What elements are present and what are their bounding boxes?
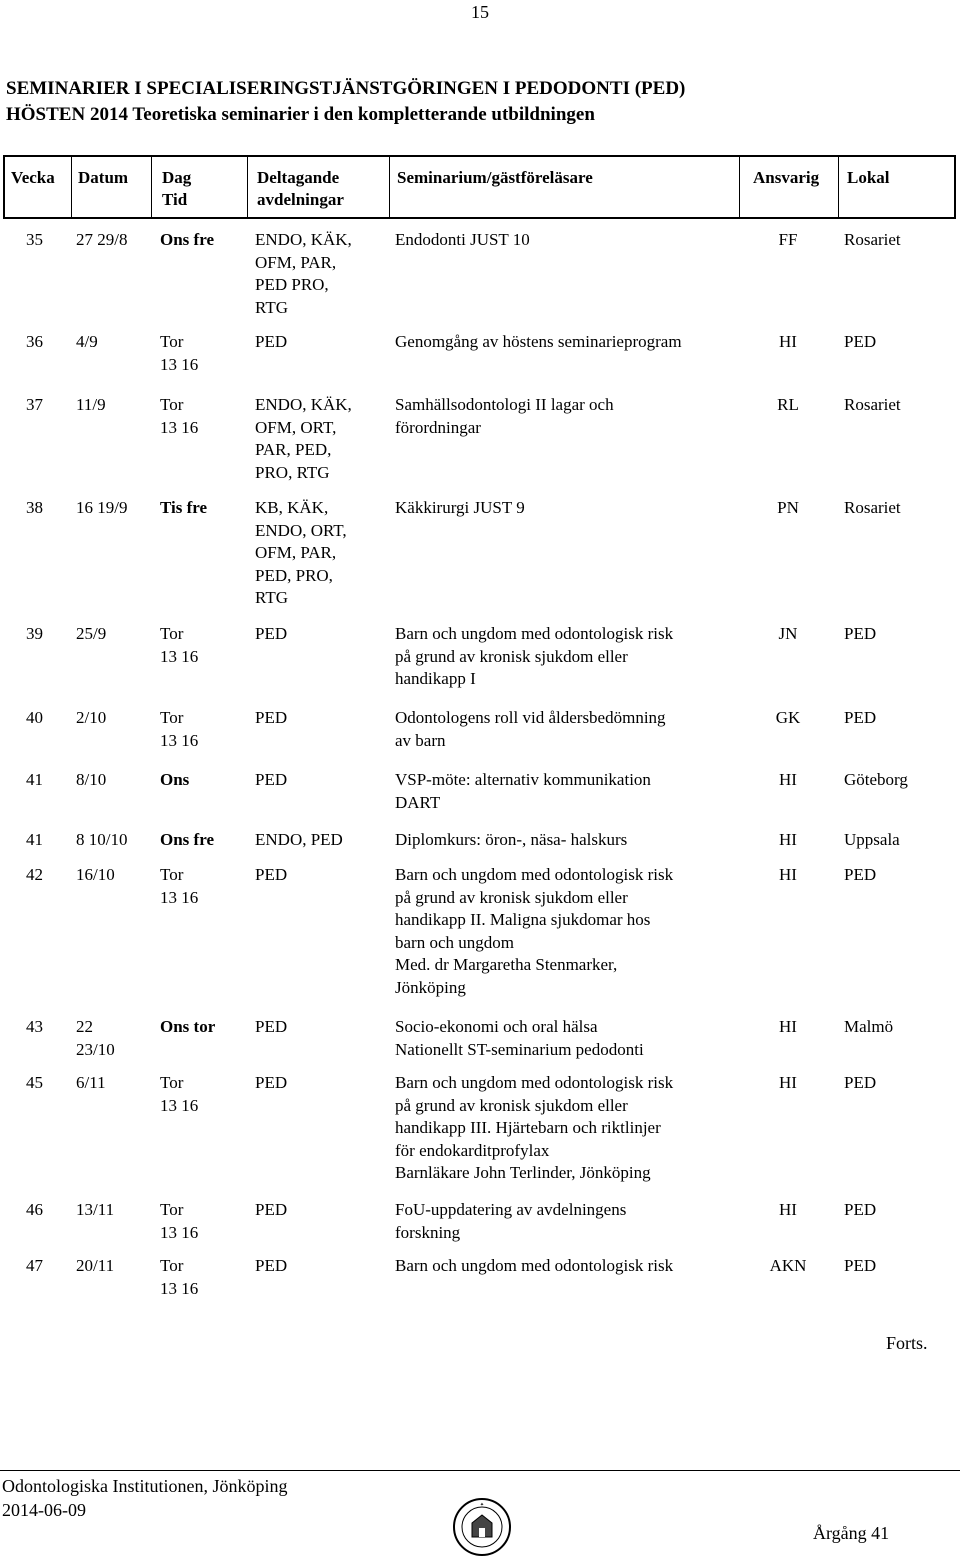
cell-lokal [844, 497, 901, 520]
cell-sem [395, 707, 666, 752]
cell-ansvarig-line: HI [779, 332, 797, 351]
cell-dag-line: Tor [160, 1200, 184, 1219]
cell-lokal [844, 1255, 876, 1278]
cell-ansvarig-line: HI [779, 770, 797, 789]
cell-lokal-line: PED [844, 1073, 877, 1092]
cell-sem-line: Jönköping [395, 977, 466, 997]
cell-sem [395, 829, 627, 852]
cell-dag [160, 229, 214, 252]
cell-ansvarig [748, 331, 828, 354]
cell-delt [255, 1255, 287, 1278]
cell-dag-line: Tor [160, 395, 184, 414]
header-delt-line2: avdelningar [257, 190, 344, 209]
cell-datum-line: 27 29/8 [76, 230, 128, 249]
cell-lokal-line: PED [844, 708, 877, 727]
cell-lokal [844, 864, 876, 887]
cell-datum-line: 13/11 [76, 1200, 115, 1219]
cell-delt-line: OFM, PAR, [255, 543, 337, 562]
cell-delt-line: ENDO, ORT, [255, 520, 347, 540]
cell-vecka [26, 707, 43, 730]
cell-vecka-line: 38 [26, 498, 43, 517]
cell-dag [160, 769, 189, 792]
cell-lokal-line: Rosariet [844, 395, 901, 414]
cell-delt [255, 1072, 287, 1095]
cell-delt-line: PED [255, 708, 288, 727]
cell-sem-line: förordningar [395, 417, 481, 437]
cell-delt-line: KB, KÄK, [255, 498, 329, 517]
cell-sem-line: Samhällsodontologi II lagar och [395, 395, 614, 414]
cell-delt [255, 769, 287, 792]
cell-dag [160, 1016, 215, 1039]
cell-vecka-line: 42 [26, 865, 43, 884]
cell-dag-line: Tor [160, 708, 184, 727]
cell-lokal-line: Uppsala [844, 830, 900, 849]
cell-datum-line: 23/10 [76, 1039, 115, 1059]
continued-label: Forts. [886, 1333, 928, 1353]
cell-delt [255, 623, 287, 646]
cell-sem-line: Socio-ekonomi och oral hälsa [395, 1017, 598, 1036]
cell-datum [76, 1072, 106, 1095]
cell-lokal [844, 1016, 893, 1039]
header-lokal: Lokal [847, 168, 890, 187]
cell-vecka-line: 39 [26, 624, 43, 643]
cell-delt-line: PED [255, 332, 288, 351]
cell-datum [76, 707, 106, 730]
cell-vecka [26, 229, 43, 252]
cell-ansvarig-line: HI [779, 1073, 797, 1092]
cell-delt [255, 331, 287, 354]
cell-sem-line: handikapp III. Hjärtebarn och riktlinjer [395, 1118, 661, 1137]
cell-ansvarig-line: GK [775, 708, 801, 727]
cell-ansvarig [748, 707, 828, 730]
cell-vecka-line: 37 [26, 395, 43, 414]
cell-datum [76, 497, 127, 520]
cell-ansvarig [748, 623, 828, 646]
cell-dag-line: 13 16 [160, 1278, 199, 1298]
cell-vecka [26, 769, 43, 792]
cell-delt-line: PED [255, 1073, 288, 1092]
cell-sem-line: Barn och ungdom med odontologisk risk [395, 1256, 674, 1275]
cell-delt-line: PED, PRO, [255, 565, 333, 585]
cell-vecka [26, 394, 43, 417]
cell-ansvarig-line: HI [779, 830, 797, 849]
cell-lokal-line: Malmö [844, 1017, 894, 1036]
cell-ansvarig [748, 229, 828, 252]
cell-delt [255, 1199, 287, 1222]
cell-sem [395, 1199, 626, 1244]
cell-lokal-line: PED [844, 1256, 877, 1275]
cell-lokal [844, 707, 876, 730]
cell-datum [76, 1255, 114, 1278]
cell-lokal-line: PED [844, 865, 877, 884]
cell-ansvarig-line: HI [779, 1200, 797, 1219]
cell-datum [76, 1016, 115, 1061]
cell-datum-line: 8/10 [76, 770, 107, 789]
cell-vecka [26, 829, 43, 852]
cell-dag [160, 1199, 198, 1244]
cell-dag [160, 331, 198, 376]
cell-datum-line: 2/10 [76, 708, 107, 727]
cell-delt-line: ENDO, PED [255, 830, 343, 849]
cell-vecka-line: 35 [26, 230, 43, 249]
cell-sem-line: forskning [395, 1222, 461, 1242]
cell-ansvarig-line: RL [777, 395, 799, 414]
cell-dag [160, 1255, 198, 1300]
cell-ansvarig-line: PN [777, 498, 799, 517]
cell-sem-line: handikapp I [395, 669, 476, 688]
cell-dag-line: Ons fre [160, 830, 214, 849]
cell-ansvarig-line: HI [779, 1017, 797, 1036]
cell-sem-line: Barn och ungdom med odontologisk risk [395, 624, 674, 643]
cell-dag-line: 13 16 [160, 1095, 199, 1115]
cell-vecka-line: 41 [26, 830, 43, 849]
cell-sem-line: handikapp II. Maligna sjukdomar hos [395, 910, 651, 929]
cell-ansvarig-line: JN [778, 624, 798, 643]
cell-sem [395, 1016, 644, 1061]
cell-ansvarig [748, 769, 828, 792]
cell-lokal [844, 1199, 876, 1222]
cell-dag-line: 13 16 [160, 1222, 199, 1242]
cell-datum [76, 864, 115, 887]
cell-lokal [844, 331, 876, 354]
cell-dag [160, 864, 198, 909]
cell-vecka-line: 45 [26, 1073, 43, 1092]
cell-sem-line: Odontologens roll vid åldersbedömning [395, 708, 666, 727]
cell-ansvarig [748, 864, 828, 887]
cell-sem-line: barn och ungdom [395, 932, 514, 952]
cell-sem-line: på grund av kronisk sjukdom eller [395, 646, 628, 666]
cell-dag-line: Tor [160, 624, 184, 643]
cell-dag-line: 13 16 [160, 417, 199, 437]
svg-text:✦: ✦ [479, 1502, 485, 1508]
cell-vecka [26, 1016, 43, 1039]
cell-delt-line: PED [255, 770, 288, 789]
footer-date: 2014-06-09 [2, 1500, 86, 1520]
cell-sem-line: Barnläkare John Terlinder, Jönköping [395, 1163, 651, 1182]
cell-vecka [26, 1255, 43, 1278]
cell-vecka [26, 864, 43, 887]
cell-ansvarig-line: FF [778, 230, 798, 249]
cell-datum-line: 4/9 [76, 332, 98, 351]
cell-dag-line: 13 16 [160, 730, 199, 750]
cell-ansvarig-line: AKN [769, 1256, 807, 1275]
page-subtitle: HÖSTEN 2014 Teoretiska seminarier i den kompletterande utbildningen [6, 104, 595, 125]
cell-datum [76, 769, 106, 792]
cell-ansvarig [748, 1072, 828, 1095]
cell-lokal [844, 394, 901, 417]
cell-sem-line: FoU-uppdatering av avdelningens [395, 1200, 627, 1219]
cell-sem [395, 229, 530, 252]
cell-ansvarig [748, 1016, 828, 1039]
cell-delt-line: OFM, PAR, [255, 252, 337, 272]
cell-sem [395, 1072, 673, 1185]
cell-sem [395, 864, 673, 999]
cell-sem [395, 497, 525, 520]
header-delt-line1: Deltagande [257, 168, 340, 187]
cell-dag-line: Tor [160, 1256, 184, 1275]
cell-delt-line: PED PRO, [255, 275, 329, 294]
cell-vecka-line: 43 [26, 1017, 43, 1036]
cell-dag [160, 394, 198, 439]
header-seminarium: Seminarium/gästföreläsare [397, 168, 593, 187]
cell-datum-line: 25/9 [76, 624, 107, 643]
cell-lokal-line: Rosariet [844, 498, 901, 517]
cell-vecka-line: 41 [26, 770, 43, 789]
cell-vecka [26, 497, 43, 520]
cell-delt-line: RTG [255, 588, 288, 607]
cell-datum [76, 829, 127, 852]
cell-dag [160, 1072, 198, 1117]
cell-sem-line: på grund av kronisk sjukdom eller [395, 1095, 628, 1115]
cell-datum-line: 6/11 [76, 1073, 106, 1092]
cell-delt-line: PED [255, 1256, 288, 1275]
cell-delt-line: RTG [255, 297, 288, 317]
cell-delt [255, 707, 287, 730]
cell-delt [255, 829, 343, 852]
page-title: SEMINARIER I SPECIALISERINGSTJÄNSTGÖRINGEN I PEDODONTI (PED) [6, 78, 686, 99]
cell-delt-line: OFM, ORT, [255, 417, 337, 437]
cell-delt-line: ENDO, KÄK, [255, 230, 352, 249]
cell-dag-line: Tis fre [160, 498, 208, 517]
header-dag-tid [162, 167, 191, 211]
cell-vecka-line: 46 [26, 1200, 43, 1219]
cell-vecka-line: 36 [26, 332, 43, 351]
cell-ansvarig [748, 829, 828, 852]
header-vecka: Vecka [11, 168, 55, 187]
header-ansvarig: Ansvarig [753, 168, 820, 187]
cell-sem-line: Käkkirurgi JUST 9 [395, 498, 525, 517]
header-datum: Datum [78, 168, 129, 187]
cell-datum-line: 8 10/10 [76, 830, 128, 849]
cell-dag-line: 13 16 [160, 354, 199, 374]
cell-datum [76, 394, 106, 417]
cell-delt-line: PED [255, 1200, 288, 1219]
cell-delt-line: PAR, PED, [255, 440, 332, 459]
cell-delt-line: PED [255, 1017, 288, 1036]
cell-lokal-line: Rosariet [844, 230, 901, 249]
header-dag: Dag [162, 168, 192, 187]
cell-vecka [26, 331, 43, 354]
cell-lokal [844, 229, 901, 252]
cell-ansvarig [748, 394, 828, 417]
cell-ansvarig [748, 1255, 828, 1278]
cell-dag [160, 829, 214, 852]
institution-seal-icon [452, 1497, 512, 1557]
cell-datum-line: 16 19/9 [76, 498, 128, 517]
cell-lokal [844, 769, 908, 792]
cell-datum [76, 331, 98, 354]
cell-datum-line: 22 [76, 1017, 93, 1036]
cell-vecka-line: 47 [26, 1256, 43, 1275]
cell-sem-line: för endokarditprofylax [395, 1140, 550, 1160]
cell-dag [160, 497, 207, 520]
table-header [3, 155, 956, 219]
header-tid: Tid [162, 190, 188, 209]
cell-lokal-line: PED [844, 624, 877, 643]
footer-divider [0, 1470, 960, 1471]
cell-delt-line: ENDO, KÄK, [255, 395, 352, 414]
cell-datum-line: 16/10 [76, 865, 115, 884]
cell-sem-line: Diplomkurs: öron-, näsa- halskurs [395, 830, 628, 849]
cell-datum-line: 20/11 [76, 1256, 115, 1275]
cell-sem [395, 394, 614, 439]
cell-dag-line: 13 16 [160, 887, 199, 907]
cell-delt [255, 497, 347, 610]
footer-institution: Odontologiska Institutionen, Jönköping [2, 1476, 288, 1496]
cell-sem [395, 623, 673, 691]
cell-sem-line: Barn och ungdom med odontologisk risk [395, 1073, 674, 1092]
page-number: 15 [471, 2, 489, 22]
cell-delt [255, 864, 287, 887]
cell-dag-line: 13 16 [160, 646, 199, 666]
cell-datum [76, 229, 127, 252]
cell-dag-line: Tor [160, 332, 184, 351]
cell-sem-line: Med. dr Margaretha Stenmarker, [395, 955, 618, 974]
cell-sem-line: DART [395, 792, 441, 812]
cell-lokal [844, 623, 876, 646]
cell-lokal-line: PED [844, 332, 877, 351]
cell-ansvarig [748, 1199, 828, 1222]
cell-sem [395, 1255, 673, 1278]
cell-dag-line: Ons fre [160, 230, 214, 249]
cell-sem [395, 331, 682, 354]
cell-sem-line: på grund av kronisk sjukdom eller [395, 887, 628, 907]
cell-sem-line: Endodonti JUST 10 [395, 230, 530, 249]
cell-ansvarig [748, 497, 828, 520]
cell-lokal [844, 829, 900, 852]
cell-lokal [844, 1072, 876, 1095]
cell-sem-line: VSP-möte: alternativ kommunikation [395, 770, 651, 789]
cell-lokal-line: Göteborg [844, 770, 908, 789]
cell-ansvarig-line: HI [779, 865, 797, 884]
cell-delt [255, 1016, 287, 1039]
cell-vecka [26, 1199, 43, 1222]
cell-dag [160, 623, 198, 668]
cell-dag-line: Ons tor [160, 1017, 216, 1036]
cell-vecka [26, 623, 43, 646]
cell-dag [160, 707, 198, 752]
cell-dag-line: Tor [160, 1073, 184, 1092]
cell-sem [395, 769, 651, 814]
cell-delt-line: PED [255, 624, 288, 643]
cell-delt [255, 229, 352, 319]
cell-delt-line: PRO, RTG [255, 462, 330, 482]
cell-delt-line: PED [255, 865, 288, 884]
cell-datum [76, 1199, 114, 1222]
cell-lokal-line: PED [844, 1200, 877, 1219]
cell-sem-line: Barn och ungdom med odontologisk risk [395, 865, 674, 884]
footer-year: Årgång 41 [813, 1523, 890, 1543]
cell-sem-line: Nationellt ST-seminarium pedodonti [395, 1039, 644, 1059]
cell-datum [76, 623, 106, 646]
cell-dag-line: Tor [160, 865, 184, 884]
cell-datum-line: 11/9 [76, 395, 106, 414]
cell-sem-line: av barn [395, 730, 446, 750]
header-deltagande [257, 167, 344, 211]
cell-vecka [26, 1072, 43, 1095]
cell-dag-line: Ons [160, 770, 190, 789]
cell-vecka-line: 40 [26, 708, 43, 727]
cell-sem-line: Genomgång av höstens seminarieprogram [395, 332, 682, 351]
cell-delt [255, 394, 352, 484]
